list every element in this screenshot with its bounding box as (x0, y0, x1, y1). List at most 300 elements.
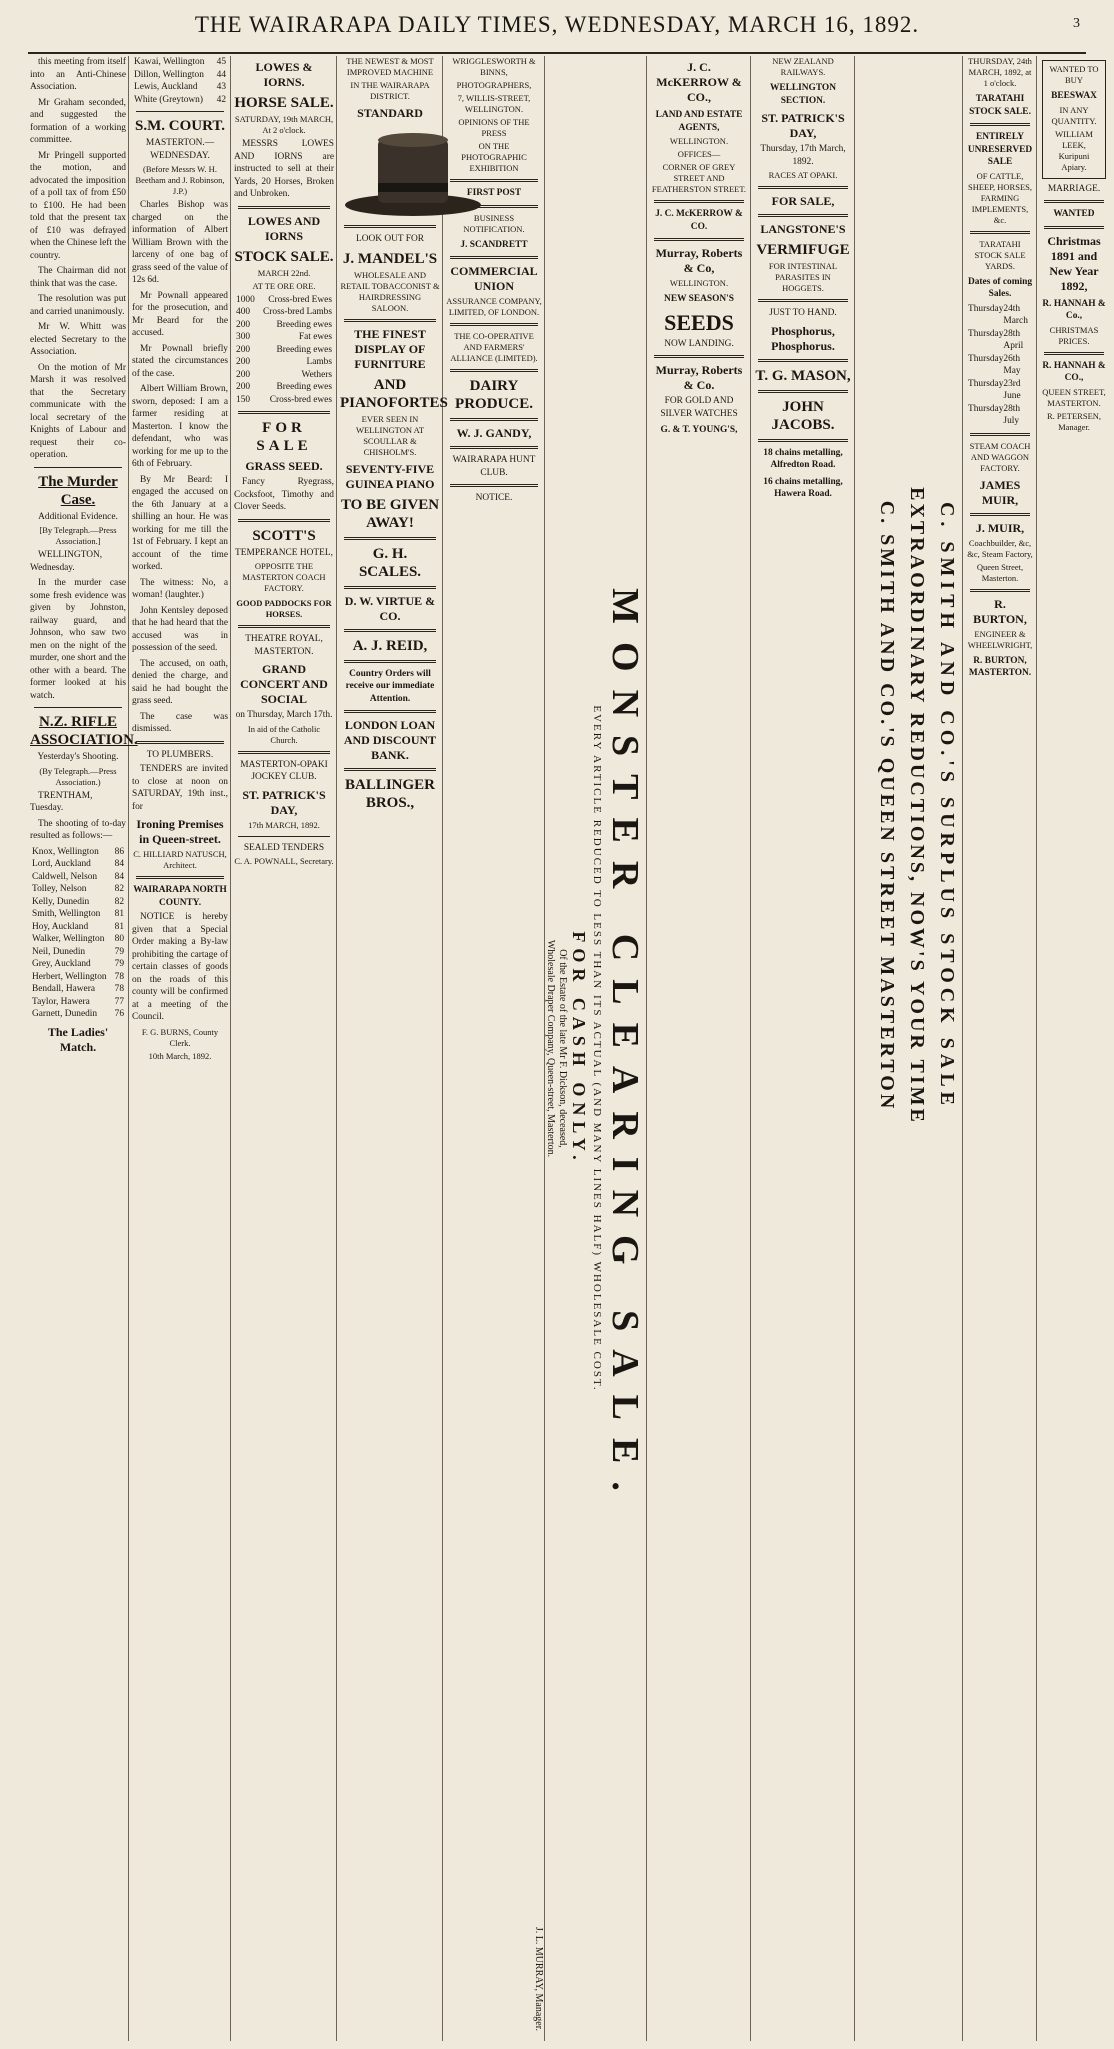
score-row-label: Lewis, Auckland (134, 82, 198, 92)
ad-text: Fancy Ryegrass, Cocksfoot, Timothy and Clover Seeds. (234, 477, 334, 512)
ad-address: Queen Street, Masterton. (976, 561, 1024, 583)
sale-date-row-label: Thursday (968, 378, 1004, 389)
score-row-label: Walker, Wellington (32, 934, 105, 944)
ad-headline: SEEDS (664, 309, 734, 335)
article-dateline: WELLINGTON, Wednesday. (30, 550, 103, 573)
divider (758, 439, 848, 442)
ad-heading: CHRISTMAS PRICES. (1049, 324, 1099, 346)
ad-heading: JOHN JACOBS. (771, 398, 835, 433)
score-row (32, 921, 124, 934)
ad-heading: J. MUIR, (975, 520, 1025, 535)
ad-heading: THEATRE ROYAL, MASTERTON. (245, 634, 323, 657)
score-row-label: Hoy, Auckland (32, 921, 89, 932)
ad-text: WHOLESALE AND RETAIL TOBACCONIST & HAIRDRESSING SALOON. (340, 269, 440, 313)
ad-subheading: EVERY ARTICLE REDUCED TO LESS THAN ITS ACTUAL (AND MANY LINES HALF) WHOLESALE COST. (591, 705, 603, 1392)
stock-row-label: 200 (236, 369, 251, 380)
score-row (32, 996, 124, 1009)
ad-signature: C. A. POWNALL, Secretary. (234, 856, 334, 866)
stock-row-label: 300 (236, 332, 251, 342)
divider (450, 179, 538, 182)
ad-heading: BUSINESS NOTIFICATION. (463, 212, 525, 234)
ad-signature: C. HILLIARD NATUSCH, Architect. (133, 849, 227, 870)
sale-date-row-value: 26th May (1003, 353, 1021, 376)
score-row-label: Smith, Wellington (32, 909, 101, 919)
ad-text: In aid of the Catholic Church. (247, 723, 321, 745)
score-row-value: 81 (114, 909, 124, 919)
divider (34, 467, 122, 468)
ad-subheading: STOCK SALE. (234, 248, 334, 265)
divider (654, 238, 744, 241)
divider (1044, 200, 1104, 203)
score-row (32, 883, 124, 896)
ad-heading: J. C. McKERROW & CO. (655, 209, 743, 232)
ad-heading: ST. PATRICK'S DAY, (761, 111, 845, 140)
score-row (134, 56, 226, 69)
newspaper-title: THE WAIRARAPA DAILY TIMES, WEDNESDAY, MARCH 16, 1892. (194, 12, 920, 37)
stock-row-value: Breeding ewes (276, 382, 332, 392)
article-paragraph: Mr Graham seconded, and suggested the formation of a working committee. (30, 97, 126, 145)
page-number: 3 (1073, 16, 1080, 31)
column-3 (232, 56, 337, 2041)
stock-row-label: 400 (236, 307, 251, 317)
sale-date-row (968, 328, 1032, 353)
score-list (130, 56, 230, 106)
stock-row (236, 294, 332, 307)
score-row-value: 78 (114, 971, 124, 982)
ad-heading: COMMERCIAL UNION (450, 264, 538, 293)
score-row (32, 846, 124, 859)
column-8 (752, 56, 855, 2041)
ad-heading: J. C. McKERROW & CO., (656, 60, 742, 104)
divider (758, 186, 848, 189)
ad-heading: WRIGGLESWORTH & BINNS, (452, 56, 536, 77)
ad-heading: R. BURTON, (973, 596, 1027, 626)
divider (344, 768, 436, 771)
article-subhead: Additional Evidence. (38, 511, 118, 522)
ad-signature: R. PETERSEN, Manager. (1046, 410, 1102, 432)
divider (758, 390, 848, 393)
ad-heading: WANTED (1053, 209, 1095, 219)
stock-row-value: Cross-bred ewes (269, 394, 332, 405)
divider (450, 418, 538, 421)
column-7 (648, 56, 751, 2041)
score-row-value: 44 (216, 69, 226, 80)
article-paragraph: this meeting from itself into an Anti-Chinese Association. (30, 57, 126, 92)
score-row-value: 77 (114, 996, 124, 1007)
ad-heading: SEVENTY-FIVE GUINEA PIANO (345, 461, 435, 491)
ad-signature: R. HANNAH & CO., (1042, 360, 1106, 383)
divider (970, 513, 1030, 516)
ad-address: 7, WILLIS-STREET, WELLINGTON. (457, 93, 531, 114)
telegraph-credit: (By Telegraph.—Press Association.) (39, 765, 117, 787)
stock-row-value: Cross-bred Ewes (268, 294, 332, 305)
article-paragraph: The resolution was put and carried unanimously. (30, 294, 126, 317)
divider (238, 625, 330, 628)
score-row (32, 858, 124, 871)
ad-heading: ENTIRELY UNRESERVED SALE (967, 132, 1033, 167)
score-row-value: 82 (114, 896, 124, 907)
stock-row-label: 200 (236, 344, 251, 355)
score-row-label: Lord, Auckland (32, 859, 91, 869)
ad-heading: 18 chains metalling, Alfredton Road. (763, 447, 843, 470)
score-row (32, 896, 124, 909)
score-row-value: 79 (114, 959, 124, 969)
ad-text: TENDERS are invited to close at noon on SATURDAY, 19th inst., for (132, 764, 228, 812)
article-paragraph: John Kentsley deposed that he had heard that the accused was in possession of the seed. (132, 605, 228, 653)
sale-date-row (968, 378, 1032, 403)
score-row-label: Tolley, Nelson (32, 884, 87, 894)
article-paragraph: The shooting of to-day resulted as follows:— (30, 818, 126, 841)
ad-heading: BALLINGER BROS., (344, 777, 436, 811)
ad-brand: STANDARD (357, 106, 423, 120)
divider (970, 123, 1030, 126)
divider (344, 537, 436, 540)
score-row-value: 81 (114, 921, 124, 932)
surplus-stock-advert (856, 56, 963, 2041)
sale-date-row (968, 403, 1032, 428)
stock-row (236, 344, 332, 357)
divider (238, 519, 330, 522)
stock-row-value: Cross-bred Lambs (263, 307, 332, 317)
ad-heading: THE CO-OPERATIVE AND FARMERS' ALLIANCE (LIMITED). (450, 331, 538, 363)
score-row (32, 946, 124, 959)
ad-heading: OPINIONS OF THE PRESS (458, 117, 530, 138)
ad-heading: WAIRARAPA HUNT CLUB. (452, 455, 536, 478)
divider (344, 319, 436, 322)
stock-row (236, 331, 332, 344)
score-row-value: 79 (114, 946, 124, 957)
ad-subheading: WELLINGTON SECTION. (770, 83, 836, 106)
ad-headline: EXTRAORDINARY REDUCTIONS, NOW'S YOUR TIME (906, 487, 928, 1125)
ad-subheading: J. MANDEL'S (342, 250, 438, 267)
score-row-label: Dillon, Wellington (134, 69, 204, 80)
score-row (32, 933, 124, 946)
article-dateline: TRENTHAM, Tuesday. (30, 790, 93, 813)
divider (758, 359, 848, 362)
sale-date-row-value: 24th March (1003, 303, 1028, 326)
ad-date: MARCH 22nd. (257, 267, 311, 278)
ad-subheading: HORSE SALE. (234, 95, 334, 111)
ad-date: on Thursday, March 17th. (235, 710, 333, 720)
stock-row (236, 394, 332, 407)
ad-text: OFFICES— (677, 149, 721, 159)
ad-subheading: FOR CASH ONLY. (569, 931, 589, 1166)
column-2 (130, 56, 231, 2041)
ad-subheading: OF CATTLE, SHEEP, HORSES, FARMING IMPLEMENTS, &c. (967, 170, 1032, 225)
stock-row-value: Wethers (301, 369, 332, 380)
article-paragraph: Mr Pownall briefly stated the circumstances of the case. (132, 343, 228, 379)
stock-row (236, 381, 332, 394)
divider (238, 751, 330, 754)
ad-heading: G. H. SCALES. (358, 545, 422, 580)
column-4 (338, 56, 448, 2041)
ad-text: OPPOSITE THE MASTERTON COACH FACTORY. (242, 561, 326, 593)
ad-heading: LOWES AND IORNS (247, 213, 321, 243)
ad-headline: C. SMITH AND CO.'S SURPLUS STOCK SALE (936, 501, 958, 1111)
stock-row-value: Breeding ewes (276, 344, 332, 355)
ad-heading: Murray, Roberts & Co, (655, 246, 743, 275)
divider (344, 710, 436, 713)
ad-heading: LOWES & IORNS. (255, 60, 313, 89)
column-10 (964, 56, 1037, 2041)
divider (344, 629, 436, 632)
ad-address: Wholesale Draper Company, Queen-street, Masterton. (545, 939, 556, 1158)
sale-date-row (968, 303, 1032, 328)
ad-city: WELLINGTON. (669, 278, 729, 288)
score-row-label: Taylor, Hawera (32, 996, 90, 1007)
divider (970, 433, 1030, 436)
ad-heading: SCOTT'S (252, 527, 316, 544)
ad-heading: Murray, Roberts & Co. (655, 363, 743, 392)
article-headline: N.Z. RIFLE ASSOCIATION. (30, 714, 138, 748)
score-row-label: White (Greytown) (134, 94, 203, 105)
column-11 (1038, 56, 1110, 2041)
ad-headline: MONSTER CLEARING SALE. (604, 588, 646, 1509)
article-paragraph: The case was dismissed. (132, 711, 228, 734)
score-row-value: 84 (114, 871, 124, 882)
score-row (134, 81, 226, 94)
masthead (28, 8, 1086, 54)
stock-row-value: Fat ewes (298, 332, 332, 342)
stock-row-label: 200 (236, 357, 251, 367)
ad-date: Thursday, 17th March, 1892. (760, 144, 846, 167)
ad-subheading: 16 chains metalling, Hawera Road. (763, 476, 843, 499)
score-row (32, 871, 124, 884)
sale-date-row-label: Thursday (968, 328, 1004, 339)
divider (136, 876, 224, 879)
sale-date-row-value: 23rd June (1003, 378, 1021, 401)
score-row-value: 42 (216, 94, 226, 105)
divider (450, 323, 538, 326)
ad-address: CORNER OF GREY STREET AND FEATHERSTON STREET. (651, 162, 747, 194)
divider (450, 484, 538, 487)
ad-subheading: STEAM COACH AND WAGGON FACTORY. (969, 440, 1031, 473)
ad-brand: G. & T. YOUNG'S, (660, 425, 738, 435)
ad-subheading: ST. PATRICK'S DAY, (242, 787, 326, 817)
divider (450, 369, 538, 372)
ad-heading: THE NEWEST & MOST IMPROVED MACHINE (346, 56, 434, 77)
ad-heading: THE FINEST DISPLAY OF FURNITURE (354, 326, 426, 371)
sale-date-row-value: 28th July (1003, 403, 1021, 426)
divider (34, 707, 122, 708)
telegraph-credit: [By Telegraph.—Press Association.] (39, 525, 117, 546)
ad-date: 10th March, 1892. (148, 1050, 212, 1061)
ad-heading: LANGSTONE'S (760, 222, 846, 236)
divider (450, 256, 538, 259)
divider (1044, 352, 1104, 355)
ad-signature: F. G. BURNS, County Clerk. (141, 1026, 219, 1048)
article-subhead: The Ladies' Match. (47, 1024, 109, 1054)
ad-subheading: ON THE PHOTOGRAPHIC EXHIBITION (461, 141, 527, 173)
divider (450, 205, 538, 208)
score-row-value: 86 (114, 846, 124, 857)
score-row (32, 971, 124, 984)
score-row-value: 45 (216, 57, 226, 67)
ad-heading: D. W. VIRTUE & CO. (344, 593, 436, 623)
ad-subheading: BEESWAX (1051, 91, 1097, 101)
ad-city: WELLINGTON. (669, 136, 729, 146)
court-bench: (Before Messrs W. H. Beetham and J. Robinson, J.P.) (135, 164, 225, 196)
article-paragraph: The witness: No, a woman! (laughter.) (132, 577, 228, 600)
ad-text: NOTICE is hereby given that a Special Order making a By-law prohibiting the cartage of certain classes of goods on the roads of this county will be confirmed at a meeting of the Council. (132, 912, 228, 1022)
ad-subheading: TEMPERANCE HOTEL, (235, 547, 333, 558)
ad-heading: GOOD PADDOCKS FOR HORSES. (236, 598, 332, 619)
ad-heading: FIRST POST (466, 188, 522, 198)
score-row (32, 908, 124, 921)
ad-subheading: VERMIFUGE (756, 242, 850, 258)
sale-date-row-value: 28th April (1003, 328, 1024, 351)
ad-text: MESSRS LOWES AND IORNS are instructed to sell at their Yards, 20 Horses, Broken and Unbroken. (234, 139, 334, 199)
ad-heading: NOTICE. (475, 493, 513, 503)
divider (136, 741, 224, 744)
column-1 (28, 56, 138, 2041)
article-headline: S.M. COURT. (134, 118, 226, 134)
ad-subheading: GRASS SEED. (245, 459, 323, 473)
divider (758, 214, 848, 217)
column-5 (444, 56, 545, 2041)
beeswax-advert (1042, 60, 1106, 179)
article-headline: The Murder Case. (38, 473, 118, 508)
ad-text: Of the Estate of the late Mr F. Dickson, deceased, (557, 949, 568, 1148)
stock-row-label: 150 (236, 394, 251, 405)
ad-heading: FOR SALE, (771, 194, 835, 208)
ad-heading: W. J. GANDY, (456, 426, 532, 440)
ad-text: IN ANY QUANTITY. (1051, 104, 1097, 126)
ad-heading: A. J. REID, (352, 637, 428, 654)
ad-heading: TARATAHI STOCK SALE YARDS. (974, 238, 1026, 271)
ad-heading: NEW ZEALAND RAILWAYS. (772, 56, 834, 77)
score-row-label: Caldwell, Nelson (32, 871, 98, 882)
stock-row (236, 369, 332, 382)
ad-subheading: LAND AND ESTATE AGENTS, (655, 110, 743, 133)
ad-heading: TO PLUMBERS. (146, 749, 214, 760)
score-row (32, 1008, 124, 1021)
score-row-value: 78 (114, 984, 124, 994)
score-row-label: Herbert, Wellington (32, 971, 107, 982)
divider (344, 660, 436, 663)
ad-subheading: IN THE WAIRARAPA DISTRICT. (350, 80, 430, 101)
score-row-value: 43 (216, 82, 226, 92)
score-row-value: 84 (114, 859, 124, 869)
stock-row (236, 306, 332, 319)
ad-subheading: NEW SEASON'S (664, 294, 734, 304)
stock-row-label: 200 (236, 319, 251, 330)
sale-date-row-label: Thursday (968, 403, 1004, 414)
ad-subheading: NOW LANDING. (664, 338, 734, 349)
divider (344, 225, 436, 228)
score-row-label: Kelly, Dunedin (32, 896, 90, 907)
divider (1044, 226, 1104, 229)
article-paragraph: Mr Pownall appeared for the prosecution, and Mr Beard for the accused. (132, 290, 228, 338)
stock-row (236, 319, 332, 332)
ad-subheading: PHOTOGRAPHERS, (456, 80, 532, 90)
ad-subheading: RACES AT OPAKI. (768, 170, 838, 180)
ad-heading: Ironing Premises in Queen-street. (136, 817, 224, 846)
ad-subheading: ENGINEER & WHEELWRIGHT, (967, 628, 1033, 650)
score-row-label: Kawai, Wellington (134, 57, 205, 67)
score-row-label: Knox, Wellington (32, 846, 99, 857)
ad-heading: Dates of coming Sales. (967, 276, 1033, 299)
score-row-label: Neil, Dunedin (32, 946, 86, 957)
score-row-label: Bendall, Hawera (32, 984, 95, 994)
score-row-label: Garnett, Dunedin (32, 1009, 98, 1019)
ad-heading: DAIRY PRODUCE. (455, 378, 533, 412)
score-row (32, 983, 124, 996)
ad-heading: FOR SALE (256, 420, 312, 454)
article-paragraph: The Chairman did not think that was the case. (30, 266, 126, 289)
ad-subheading: AND PIANOFORTES (340, 376, 448, 411)
sale-dates-list (964, 303, 1036, 428)
ad-subheading: ASSURANCE COMPANY, LIMITED, OF LONDON. (446, 296, 542, 317)
stock-row-label: 1000 (236, 294, 255, 305)
ad-heading: Country Orders will receive our immediate Attention. (345, 668, 435, 704)
ad-heading: Christmas 1891 and New Year 1892, (1047, 233, 1101, 293)
sale-date-row-label: Thursday (968, 353, 1004, 364)
ad-heading: LOOK OUT FOR (355, 234, 425, 244)
ad-heading: T. G. MASON, (755, 367, 851, 384)
ad-heading: MASTERTON-OPAKI JOCKEY CLUB. (240, 759, 328, 782)
ad-heading: WAIRARAPA NORTH COUNTY. (133, 885, 227, 908)
ad-heading: J. SCANDRETT (460, 239, 528, 250)
ad-signature: R. BURTON, MASTERTON. (968, 655, 1032, 678)
stock-row (236, 356, 332, 369)
ad-text: FOR INTESTINAL PARASITES IN HOGGETS. (768, 261, 838, 293)
divider (970, 589, 1030, 592)
ad-heading: JAMES MUIR, (979, 477, 1021, 507)
article-paragraph: The accused, on oath, denied the charge, and said he had bought the grass seed. (132, 658, 228, 706)
score-row (32, 958, 124, 971)
divider (654, 355, 744, 358)
clearing-sale-advert (533, 56, 647, 2041)
article-paragraph: Charles Bishop was charged on the information of Albert William Brown with the larceny of one bag of grass seed of the value of 12s 6d. (132, 200, 228, 285)
divider (238, 206, 330, 209)
ad-address: QUEEN STREET, MASTERTON. (1042, 386, 1106, 408)
ad-subheading: FOR GOLD AND SILVER WATCHES (660, 396, 738, 419)
divider (758, 299, 848, 302)
ad-heading: JUST TO HAND. (769, 308, 837, 318)
divider (654, 200, 744, 203)
ad-subheading: GRAND CONCERT AND SOCIAL (240, 662, 328, 706)
stock-row-value: Breeding ewes (276, 319, 332, 330)
divider (136, 111, 224, 112)
score-row (134, 69, 226, 82)
ad-heading: MARRIAGE. (1047, 183, 1101, 194)
score-row (134, 94, 226, 107)
article-paragraph: Mr W. Whitt was elected Secretary to the Association. (30, 322, 126, 357)
article-subhead: MASTERTON.—WEDNESDAY. (145, 138, 215, 161)
article-paragraph: Albert William Brown, sworn, deposed: I am a farmer residing at Masterton. I know the defendant, who was working for me up to the 6th of February. (132, 384, 228, 469)
ad-heading: TO BE GIVEN AWAY! (340, 496, 440, 531)
ad-subheading: R. HANNAH & Co., (1042, 298, 1106, 321)
sale-date-row (968, 353, 1032, 378)
article-paragraph: By Mr Beard: I engaged the accused on the 6th January at a shilling an hour. He was working for me till the 1st of February. I kept an account of the time worked. (132, 474, 228, 572)
score-row-label: Grey, Auckland (32, 959, 91, 969)
stock-row-label: 200 (236, 382, 251, 392)
ad-subheading: Coachbuilder, &c, &c, Steam Factory, (967, 537, 1033, 559)
stock-list (232, 294, 336, 407)
ad-date: SATURDAY, 19th MARCH, At 2 o'clock. (234, 114, 334, 135)
article-paragraph: On the motion of Mr Marsh it was resolved that the Secretary communicate with the local secretary of the Knights of Labour and request their co-operation. (30, 362, 126, 460)
ad-heading: LONDON LOAN AND DISCOUNT BANK. (343, 718, 437, 762)
divider (238, 411, 330, 414)
divider (450, 446, 538, 449)
score-row-value: 82 (114, 884, 124, 894)
score-row-value: 76 (114, 1009, 124, 1019)
score-row-value: 80 (114, 934, 124, 944)
divider (970, 231, 1030, 234)
ad-heading: TARATAHI STOCK SALE. (969, 94, 1031, 117)
ad-date: THURSDAY, 24th MARCH, 1892, at 1 o'clock. (968, 56, 1032, 88)
